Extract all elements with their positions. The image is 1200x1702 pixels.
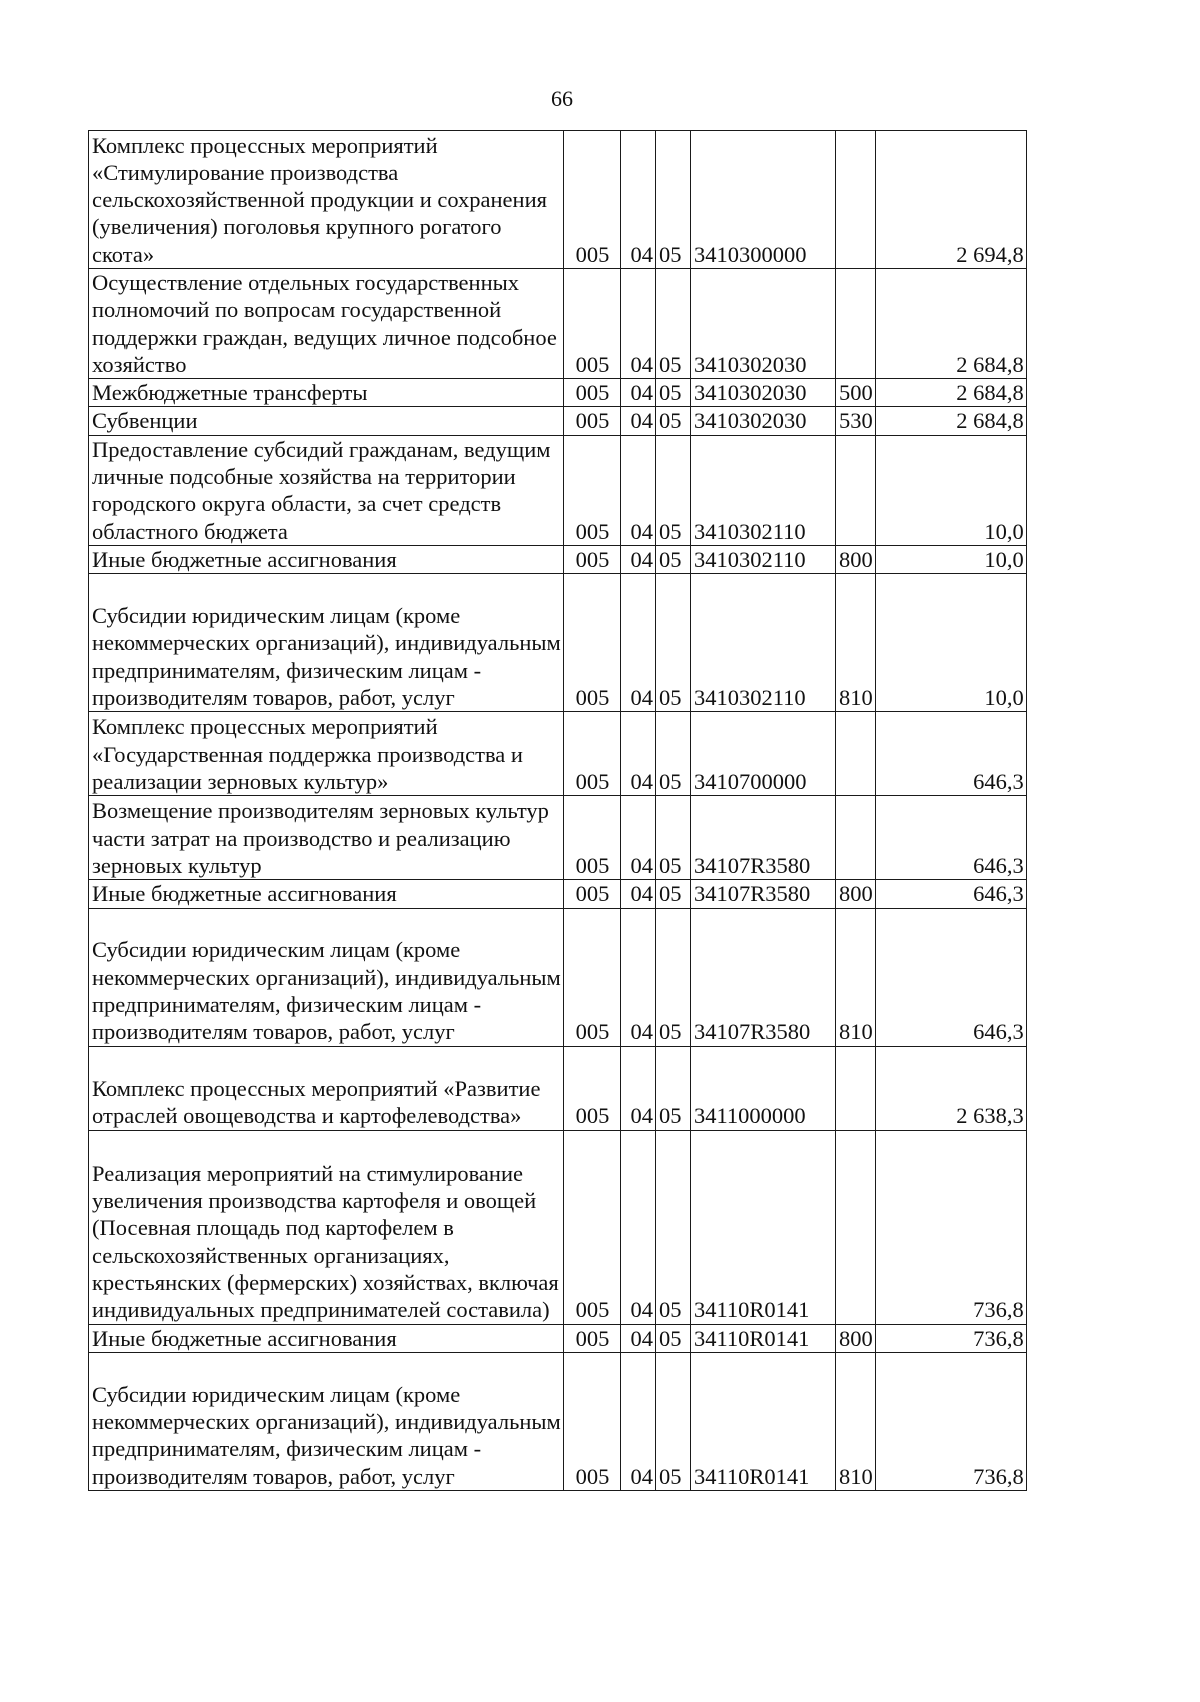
budget-table bbox=[88, 130, 1027, 1491]
row-csr: 3410302030 bbox=[691, 269, 836, 379]
row-csr: 3410302030 bbox=[691, 379, 836, 407]
row-rz: 04 bbox=[621, 1324, 656, 1352]
row-ved: 005 bbox=[564, 1046, 621, 1130]
row-ved: 005 bbox=[564, 712, 621, 796]
row-csr: 34107R3580 bbox=[691, 880, 836, 908]
row-name: Предоставление субсидий гражданам, ведущим личные подсобные хозяйства на территории городского округа области, за счет средств областного бюджета bbox=[89, 435, 564, 545]
row-rz: 04 bbox=[621, 269, 656, 379]
row-rz: 04 bbox=[621, 712, 656, 796]
table-row bbox=[89, 908, 1027, 1046]
row-name: Межбюджетные трансферты bbox=[89, 379, 564, 407]
row-name: Комплекс процессных мероприятий «Развитие отраслей овощеводства и картофелеводства» bbox=[89, 1046, 564, 1130]
row-vr bbox=[836, 796, 876, 880]
row-rz: 04 bbox=[621, 435, 656, 545]
row-ved: 005 bbox=[564, 131, 621, 269]
table-row bbox=[89, 407, 1027, 435]
row-sum: 646,3 bbox=[875, 880, 1026, 908]
row-csr: 3411000000 bbox=[691, 1046, 836, 1130]
row-sum: 10,0 bbox=[875, 435, 1026, 545]
row-ved: 005 bbox=[564, 574, 621, 712]
row-ved: 005 bbox=[564, 435, 621, 545]
row-sum: 736,8 bbox=[875, 1352, 1026, 1490]
table-row bbox=[89, 1324, 1027, 1352]
row-pr: 05 bbox=[656, 1324, 691, 1352]
row-pr: 05 bbox=[656, 574, 691, 712]
row-vr: 500 bbox=[836, 379, 876, 407]
row-pr: 05 bbox=[656, 545, 691, 573]
row-vr bbox=[836, 435, 876, 545]
table-row bbox=[89, 1352, 1027, 1490]
row-vr bbox=[836, 1046, 876, 1130]
table-row bbox=[89, 712, 1027, 796]
row-vr: 800 bbox=[836, 545, 876, 573]
row-ved: 005 bbox=[564, 269, 621, 379]
row-sum: 736,8 bbox=[875, 1130, 1026, 1324]
table-row bbox=[89, 131, 1027, 269]
row-ved: 005 bbox=[564, 407, 621, 435]
row-rz: 04 bbox=[621, 1130, 656, 1324]
table-row bbox=[89, 574, 1027, 712]
table-row bbox=[89, 1130, 1027, 1324]
row-ved: 005 bbox=[564, 880, 621, 908]
row-ved: 005 bbox=[564, 1352, 621, 1490]
row-vr: 800 bbox=[836, 1324, 876, 1352]
row-pr: 05 bbox=[656, 712, 691, 796]
row-ved: 005 bbox=[564, 1130, 621, 1324]
row-name: Иные бюджетные ассигнования bbox=[89, 545, 564, 573]
row-vr: 810 bbox=[836, 908, 876, 1046]
row-pr: 05 bbox=[656, 407, 691, 435]
row-name: Субсидии юридическим лицам (кроме некоммерческих организаций), индивидуальным предпринимателям, физическим лицам - производителям товаров, работ, услуг bbox=[89, 908, 564, 1046]
row-vr: 810 bbox=[836, 574, 876, 712]
row-csr: 3410302030 bbox=[691, 407, 836, 435]
row-csr: 34107R3580 bbox=[691, 796, 836, 880]
row-name: Субсидии юридическим лицам (кроме некоммерческих организаций), индивидуальным предпринимателям, физическим лицам - производителям товаров, работ, услуг bbox=[89, 574, 564, 712]
row-csr: 34110R0141 bbox=[691, 1324, 836, 1352]
row-rz: 04 bbox=[621, 880, 656, 908]
row-csr: 3410700000 bbox=[691, 712, 836, 796]
row-vr bbox=[836, 131, 876, 269]
row-vr bbox=[836, 712, 876, 796]
row-pr: 05 bbox=[656, 1130, 691, 1324]
row-ved: 005 bbox=[564, 908, 621, 1046]
table-row bbox=[89, 269, 1027, 379]
row-rz: 04 bbox=[621, 1046, 656, 1130]
table-row bbox=[89, 545, 1027, 573]
row-rz: 04 bbox=[621, 407, 656, 435]
budget-table-body bbox=[89, 131, 1027, 1491]
row-csr: 34110R0141 bbox=[691, 1130, 836, 1324]
row-pr: 05 bbox=[656, 269, 691, 379]
row-name: Иные бюджетные ассигнования bbox=[89, 1324, 564, 1352]
row-vr bbox=[836, 1130, 876, 1324]
row-rz: 04 bbox=[621, 379, 656, 407]
row-sum: 736,8 bbox=[875, 1324, 1026, 1352]
row-sum: 2 684,8 bbox=[875, 407, 1026, 435]
row-sum: 10,0 bbox=[875, 545, 1026, 573]
row-pr: 05 bbox=[656, 796, 691, 880]
row-pr: 05 bbox=[656, 435, 691, 545]
row-sum: 10,0 bbox=[875, 574, 1026, 712]
row-rz: 04 bbox=[621, 574, 656, 712]
row-rz: 04 bbox=[621, 796, 656, 880]
row-csr: 3410302110 bbox=[691, 574, 836, 712]
row-vr bbox=[836, 269, 876, 379]
table-row bbox=[89, 880, 1027, 908]
row-vr: 800 bbox=[836, 880, 876, 908]
table-row bbox=[89, 1046, 1027, 1130]
row-rz: 04 bbox=[621, 545, 656, 573]
row-sum: 646,3 bbox=[875, 796, 1026, 880]
row-sum: 2 638,3 bbox=[875, 1046, 1026, 1130]
row-vr: 530 bbox=[836, 407, 876, 435]
row-vr: 810 bbox=[836, 1352, 876, 1490]
row-sum: 2 694,8 bbox=[875, 131, 1026, 269]
row-pr: 05 bbox=[656, 1046, 691, 1130]
row-rz: 04 bbox=[621, 131, 656, 269]
row-pr: 05 bbox=[656, 379, 691, 407]
row-rz: 04 bbox=[621, 1352, 656, 1490]
row-ved: 005 bbox=[564, 1324, 621, 1352]
row-sum: 2 684,8 bbox=[875, 269, 1026, 379]
row-ved: 005 bbox=[564, 545, 621, 573]
row-pr: 05 bbox=[656, 880, 691, 908]
table-row bbox=[89, 379, 1027, 407]
row-sum: 646,3 bbox=[875, 712, 1026, 796]
row-name: Комплекс процессных мероприятий «Стимулирование производства сельскохозяйственной продукции и сохранения (увеличения) поголовья крупного рогатого скота» bbox=[89, 131, 564, 269]
row-pr: 05 bbox=[656, 908, 691, 1046]
row-name: Реализация мероприятий на стимулирование увеличения производства картофеля и овощей (Посевная площадь под картофелем в сельскохозяйственных организациях, крестьянских (фермерских) хозяйствах, включая индивидуальных предпринимателей составила) bbox=[89, 1130, 564, 1324]
row-name: Иные бюджетные ассигнования bbox=[89, 880, 564, 908]
row-csr: 3410302110 bbox=[691, 435, 836, 545]
row-sum: 646,3 bbox=[875, 908, 1026, 1046]
row-name: Возмещение производителям зерновых культур части затрат на производство и реализацию зерновых культур bbox=[89, 796, 564, 880]
row-csr: 3410302110 bbox=[691, 545, 836, 573]
row-csr: 34107R3580 bbox=[691, 908, 836, 1046]
row-sum: 2 684,8 bbox=[875, 379, 1026, 407]
row-pr: 05 bbox=[656, 1352, 691, 1490]
row-csr: 3410300000 bbox=[691, 131, 836, 269]
row-name: Комплекс процессных мероприятий «Государственная поддержка производства и реализации зерновых культур» bbox=[89, 712, 564, 796]
row-rz: 04 bbox=[621, 908, 656, 1046]
row-ved: 005 bbox=[564, 796, 621, 880]
row-name: Субвенции bbox=[89, 407, 564, 435]
row-name: Осуществление отдельных государственных полномочий по вопросам государственной поддержки граждан, ведущих личное подсобное хозяйство bbox=[89, 269, 564, 379]
row-name: Субсидии юридическим лицам (кроме некоммерческих организаций), индивидуальным предпринимателям, физическим лицам - производителям товаров, работ, услуг bbox=[89, 1352, 564, 1490]
table-row bbox=[89, 435, 1027, 545]
row-pr: 05 bbox=[656, 131, 691, 269]
row-csr: 34110R0141 bbox=[691, 1352, 836, 1490]
table-row bbox=[89, 796, 1027, 880]
row-ved: 005 bbox=[564, 379, 621, 407]
page-number: 66 bbox=[551, 86, 573, 111]
